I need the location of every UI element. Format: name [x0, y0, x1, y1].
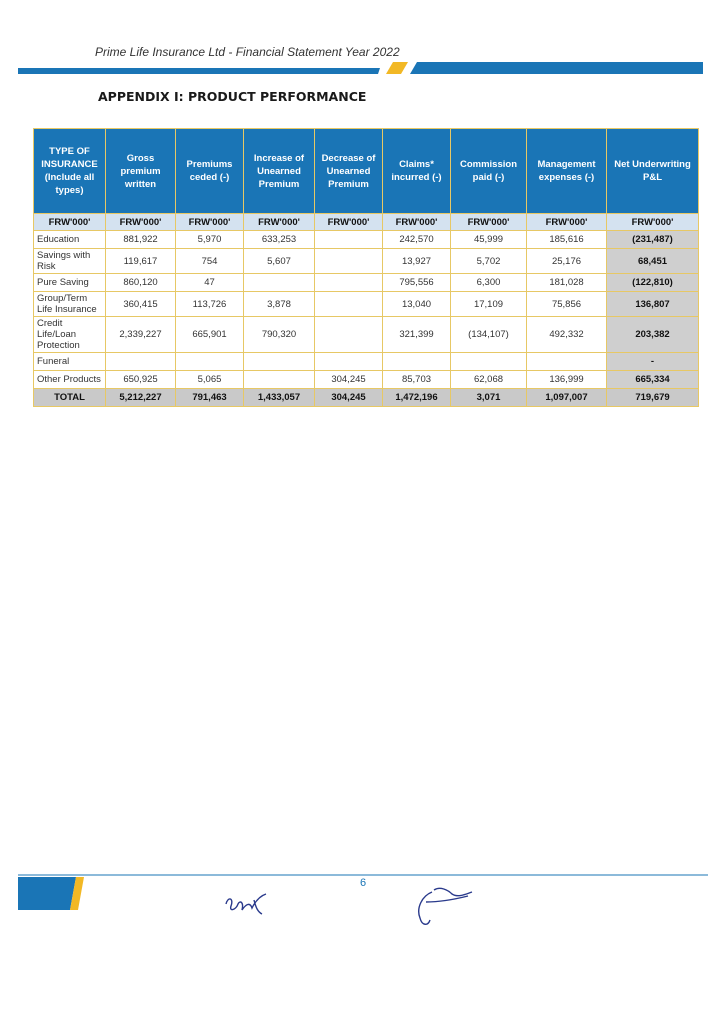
- column-header: Claims* incurred (-): [383, 129, 451, 214]
- column-header: Premiums ceded (-): [176, 129, 244, 214]
- table-row: [34, 353, 699, 371]
- table-cell: 5,065: [176, 371, 244, 389]
- unit-label: FRW'000': [383, 214, 451, 231]
- table-row: [34, 371, 699, 389]
- table-cell: [315, 317, 383, 353]
- table-cell: 113,726: [176, 292, 244, 317]
- table-row: [34, 274, 699, 292]
- table-cell: 6,300: [451, 274, 527, 292]
- total-cell: 1,472,196: [383, 389, 451, 407]
- unit-label: FRW'000': [451, 214, 527, 231]
- handwritten-initials: [222, 890, 268, 923]
- table-cell: 2,339,227: [106, 317, 176, 353]
- table-cell: 5,702: [451, 249, 527, 274]
- table-cell: 492,332: [527, 317, 607, 353]
- insurance-type-cell: Savings with Risk: [34, 249, 106, 274]
- table-cell: [451, 353, 527, 371]
- total-cell: 791,463: [176, 389, 244, 407]
- total-cell: 719,679: [607, 389, 699, 407]
- insurance-type-cell: Group/Term Life Insurance: [34, 292, 106, 317]
- table-cell: 881,922: [106, 231, 176, 249]
- table-cell: 790,320: [244, 317, 315, 353]
- table-cell: [383, 353, 451, 371]
- unit-label: FRW'000': [244, 214, 315, 231]
- table-cell: [315, 274, 383, 292]
- total-cell: 1,097,007: [527, 389, 607, 407]
- unit-label: FRW'000': [34, 214, 106, 231]
- unit-label: FRW'000': [315, 214, 383, 231]
- section-title: APPENDIX I: PRODUCT PERFORMANCE: [98, 89, 367, 104]
- net-pl-cell: 203,382: [607, 317, 699, 353]
- table-cell: 304,245: [315, 371, 383, 389]
- insurance-type-cell: Education: [34, 231, 106, 249]
- table-row: [34, 249, 699, 274]
- table-cell: [106, 353, 176, 371]
- table-cell: [315, 249, 383, 274]
- table-cell: [315, 353, 383, 371]
- total-cell: 1,433,057: [244, 389, 315, 407]
- table-cell: [244, 274, 315, 292]
- table-cell: 185,616: [527, 231, 607, 249]
- handwritten-signature: [412, 882, 476, 933]
- table-cell: 85,703: [383, 371, 451, 389]
- table-cell: [527, 353, 607, 371]
- insurance-type-cell: Pure Saving: [34, 274, 106, 292]
- column-header: Gross premium written: [106, 129, 176, 214]
- table-cell: 17,109: [451, 292, 527, 317]
- net-pl-cell: 136,807: [607, 292, 699, 317]
- column-header: Net Underwriting P&L: [607, 129, 699, 214]
- table-row: [34, 231, 699, 249]
- table-cell: 860,120: [106, 274, 176, 292]
- table-cell: 321,399: [383, 317, 451, 353]
- table-cell: 13,040: [383, 292, 451, 317]
- net-pl-cell: (231,487): [607, 231, 699, 249]
- net-pl-cell: (122,810): [607, 274, 699, 292]
- total-cell: 5,212,227: [106, 389, 176, 407]
- product-performance-table: [33, 128, 699, 407]
- total-row: [34, 389, 699, 407]
- table-cell: 3,878: [244, 292, 315, 317]
- table-cell: 75,856: [527, 292, 607, 317]
- total-label: TOTAL: [34, 389, 106, 407]
- insurance-type-cell: Other Products: [34, 371, 106, 389]
- unit-label: FRW'000': [176, 214, 244, 231]
- table-cell: 795,556: [383, 274, 451, 292]
- table-cell: 360,415: [106, 292, 176, 317]
- net-pl-cell: -: [607, 353, 699, 371]
- column-header: Decrease of Unearned Premium: [315, 129, 383, 214]
- table-row: [34, 292, 699, 317]
- header-decorative-bar: [18, 62, 703, 74]
- column-header: Management expenses (-): [527, 129, 607, 214]
- table-cell: [315, 231, 383, 249]
- table-cell: 181,028: [527, 274, 607, 292]
- table-units-row: [34, 214, 699, 231]
- insurance-type-cell: Funeral: [34, 353, 106, 371]
- table-cell: 665,901: [176, 317, 244, 353]
- table-cell: 754: [176, 249, 244, 274]
- table-cell: 5,970: [176, 231, 244, 249]
- column-header: Commission paid (-): [451, 129, 527, 214]
- net-pl-cell: 665,334: [607, 371, 699, 389]
- table-cell: 650,925: [106, 371, 176, 389]
- table-cell: 62,068: [451, 371, 527, 389]
- total-cell: 304,245: [315, 389, 383, 407]
- table-cell: 25,176: [527, 249, 607, 274]
- table-cell: 242,570: [383, 231, 451, 249]
- unit-label: FRW'000': [106, 214, 176, 231]
- total-cell: 3,071: [451, 389, 527, 407]
- table-cell: [244, 353, 315, 371]
- table-cell: 45,999: [451, 231, 527, 249]
- table-cell: 47: [176, 274, 244, 292]
- net-pl-cell: 68,451: [607, 249, 699, 274]
- document-header-title: Prime Life Insurance Ltd - Financial Statement Year 2022: [95, 45, 400, 59]
- insurance-type-cell: Credit Life/Loan Protection: [34, 317, 106, 353]
- table-cell: [315, 292, 383, 317]
- table-cell: 136,999: [527, 371, 607, 389]
- table-row: [34, 317, 699, 353]
- unit-label: FRW'000': [607, 214, 699, 231]
- column-header: Increase of Unearned Premium: [244, 129, 315, 214]
- unit-label: FRW'000': [527, 214, 607, 231]
- table-body: [34, 231, 699, 407]
- table-cell: 119,617: [106, 249, 176, 274]
- table-cell: (134,107): [451, 317, 527, 353]
- table-cell: 633,253: [244, 231, 315, 249]
- page-number: 6: [360, 877, 367, 889]
- column-header: TYPE OF INSURANCE (Include all types): [34, 129, 106, 214]
- table-cell: 5,607: [244, 249, 315, 274]
- table-cell: 13,927: [383, 249, 451, 274]
- table-header-row: [34, 129, 699, 214]
- table-cell: [176, 353, 244, 371]
- table-cell: [244, 371, 315, 389]
